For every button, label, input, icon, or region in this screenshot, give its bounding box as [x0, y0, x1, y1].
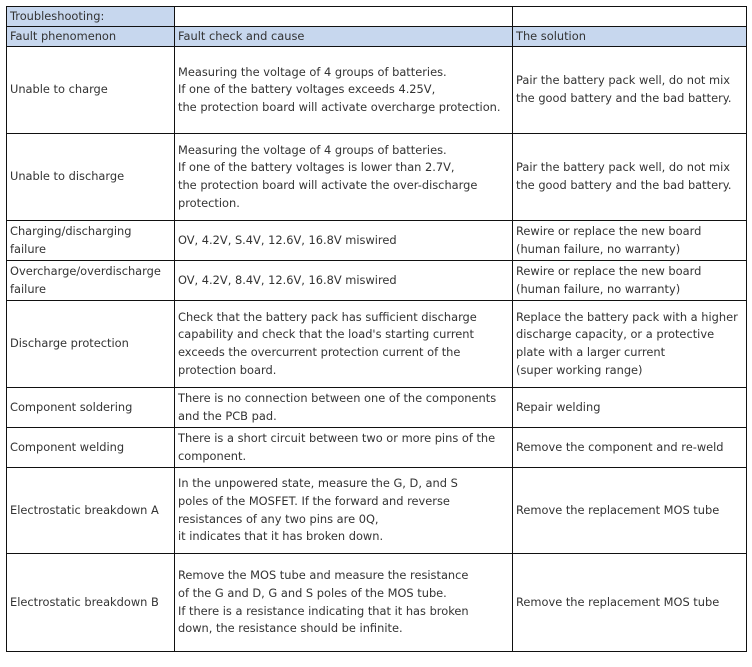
check-text: resistances of any two pins are 0Q,: [178, 511, 379, 526]
fault-cell: [7, 261, 175, 301]
check-text: In the unpowered state, measure the G, D, and S: [178, 476, 458, 491]
check-text: it indicates that it has broken down.: [178, 529, 384, 544]
fault-text: Electrostatic breakdown A: [10, 502, 159, 517]
fault-cell: [7, 47, 175, 134]
check-text: poles of the MOSFET. If the forward and reverse: [178, 493, 450, 508]
check-cell: [175, 261, 513, 301]
check-text: OV, 4.2V, 8.4V, 12.6V, 16.8V miswired: [178, 272, 397, 287]
check-cell: [175, 388, 513, 428]
check-text: the protection board will activate the over-discharge: [178, 178, 478, 192]
solution-text: Rewire or replace the new board: [516, 223, 702, 238]
check-cell: [175, 468, 513, 554]
fault-cell: [7, 221, 175, 261]
table-row: [7, 388, 747, 428]
fault-text: Unable to charge: [10, 82, 108, 97]
check-text: capability and check that the load's starting current: [178, 327, 474, 342]
solution-text: Pair the battery pack well, do not mix: [516, 73, 730, 88]
solution-text: Replace the battery pack with a higher: [516, 309, 738, 324]
solution-cell: [513, 301, 747, 388]
fault-text: failure: [10, 241, 46, 256]
check-text: and the PCB pad.: [178, 408, 277, 423]
solution-text: Remove the replacement MOS tube: [516, 502, 720, 517]
check-text: protection board.: [178, 362, 277, 377]
fault-text: failure: [10, 281, 46, 296]
fault-text: Overcharge/overdischarge: [10, 263, 161, 278]
solution-text: plate with a larger current: [516, 345, 666, 359]
table-row: [7, 554, 747, 652]
solution-cell: [513, 468, 747, 554]
check-text: exceeds the overcurrent protection current of the: [178, 345, 461, 359]
check-text: Measuring the voltage of 4 groups of batteries.: [178, 64, 447, 79]
solution-text: (super working range): [516, 362, 643, 377]
check-text: Measuring the voltage of 4 groups of batteries.: [178, 142, 447, 157]
fault-cell: [7, 134, 175, 221]
solution-text: Rewire or replace the new board: [516, 263, 702, 278]
fault-cell: [7, 428, 175, 468]
title-row: [7, 7, 747, 27]
table-row: [7, 301, 747, 388]
solution-text: (human failure, no warranty): [516, 241, 681, 256]
empty-cell: [175, 7, 513, 27]
solution-cell: [513, 388, 747, 428]
fault-text: Unable to discharge: [10, 169, 125, 184]
check-cell: [175, 554, 513, 652]
check-text: There is no connection between one of the components: [178, 390, 497, 405]
check-text: the protection board will activate overcharge protection.: [178, 99, 501, 114]
header-solution: The solution: [513, 27, 747, 47]
solution-text: the good battery and the bad battery.: [516, 178, 732, 192]
fault-text: Component welding: [10, 439, 125, 454]
fault-text: Charging/discharging: [10, 223, 132, 238]
check-text: component.: [178, 448, 247, 463]
solution-cell: [513, 554, 747, 652]
troubleshooting-title: Troubleshooting:: [7, 7, 175, 27]
solution-text: discharge capacity, or a protective: [516, 327, 715, 342]
fault-cell: [7, 554, 175, 652]
table-row: [7, 261, 747, 301]
solution-cell: [513, 47, 747, 134]
check-text: Remove the MOS tube and measure the resistance: [178, 568, 469, 583]
solution-text: Pair the battery pack well, do not mix: [516, 160, 730, 175]
solution-cell: [513, 221, 747, 261]
solution-text: Repair welding: [516, 399, 601, 414]
fault-text: Electrostatic breakdown B: [10, 594, 159, 609]
table-row: [7, 428, 747, 468]
check-text: protection.: [178, 195, 240, 210]
check-text: of the G and D, G and S poles of the MOS tube.: [178, 585, 447, 600]
fault-text: Discharge protection: [10, 336, 129, 351]
table-row: [7, 47, 747, 134]
header-fault-phenomenon: Fault phenomenon: [7, 27, 175, 47]
fault-cell: [7, 388, 175, 428]
check-text: down, the resistance should be infinite.: [178, 621, 403, 636]
check-text: There is a short circuit between two or more pins of the: [178, 430, 496, 445]
check-text: If there is a resistance indicating that it has broken: [178, 603, 469, 618]
empty-cell: [513, 7, 747, 27]
check-text: If one of the battery voltages exceeds 4.25V,: [178, 82, 436, 97]
check-cell: [175, 134, 513, 221]
fault-cell: [7, 468, 175, 554]
check-cell: [175, 47, 513, 134]
check-cell: [175, 301, 513, 388]
solution-cell: [513, 134, 747, 221]
solution-text: Remove the component and re-weld: [516, 439, 724, 454]
check-text: If one of the battery voltages is lower than 2.7V,: [178, 160, 455, 175]
header-fault-check: Fault check and cause: [175, 27, 513, 47]
table-row: [7, 221, 747, 261]
check-cell: [175, 221, 513, 261]
fault-text: Component soldering: [10, 399, 133, 414]
check-cell: [175, 428, 513, 468]
troubleshooting-table: [6, 6, 747, 652]
solution-cell: [513, 428, 747, 468]
solution-cell: [513, 261, 747, 301]
fault-cell: [7, 301, 175, 388]
check-text: Check that the battery pack has sufficient discharge: [178, 309, 477, 324]
solution-text: Remove the replacement MOS tube: [516, 594, 720, 609]
solution-text: the good battery and the bad battery.: [516, 91, 732, 105]
header-row: [7, 27, 747, 47]
table-row: [7, 134, 747, 221]
solution-text: (human failure, no warranty): [516, 281, 681, 296]
check-text: OV, 4.2V, S.4V, 12.6V, 16.8V miswired: [178, 232, 397, 247]
table-row: [7, 468, 747, 554]
